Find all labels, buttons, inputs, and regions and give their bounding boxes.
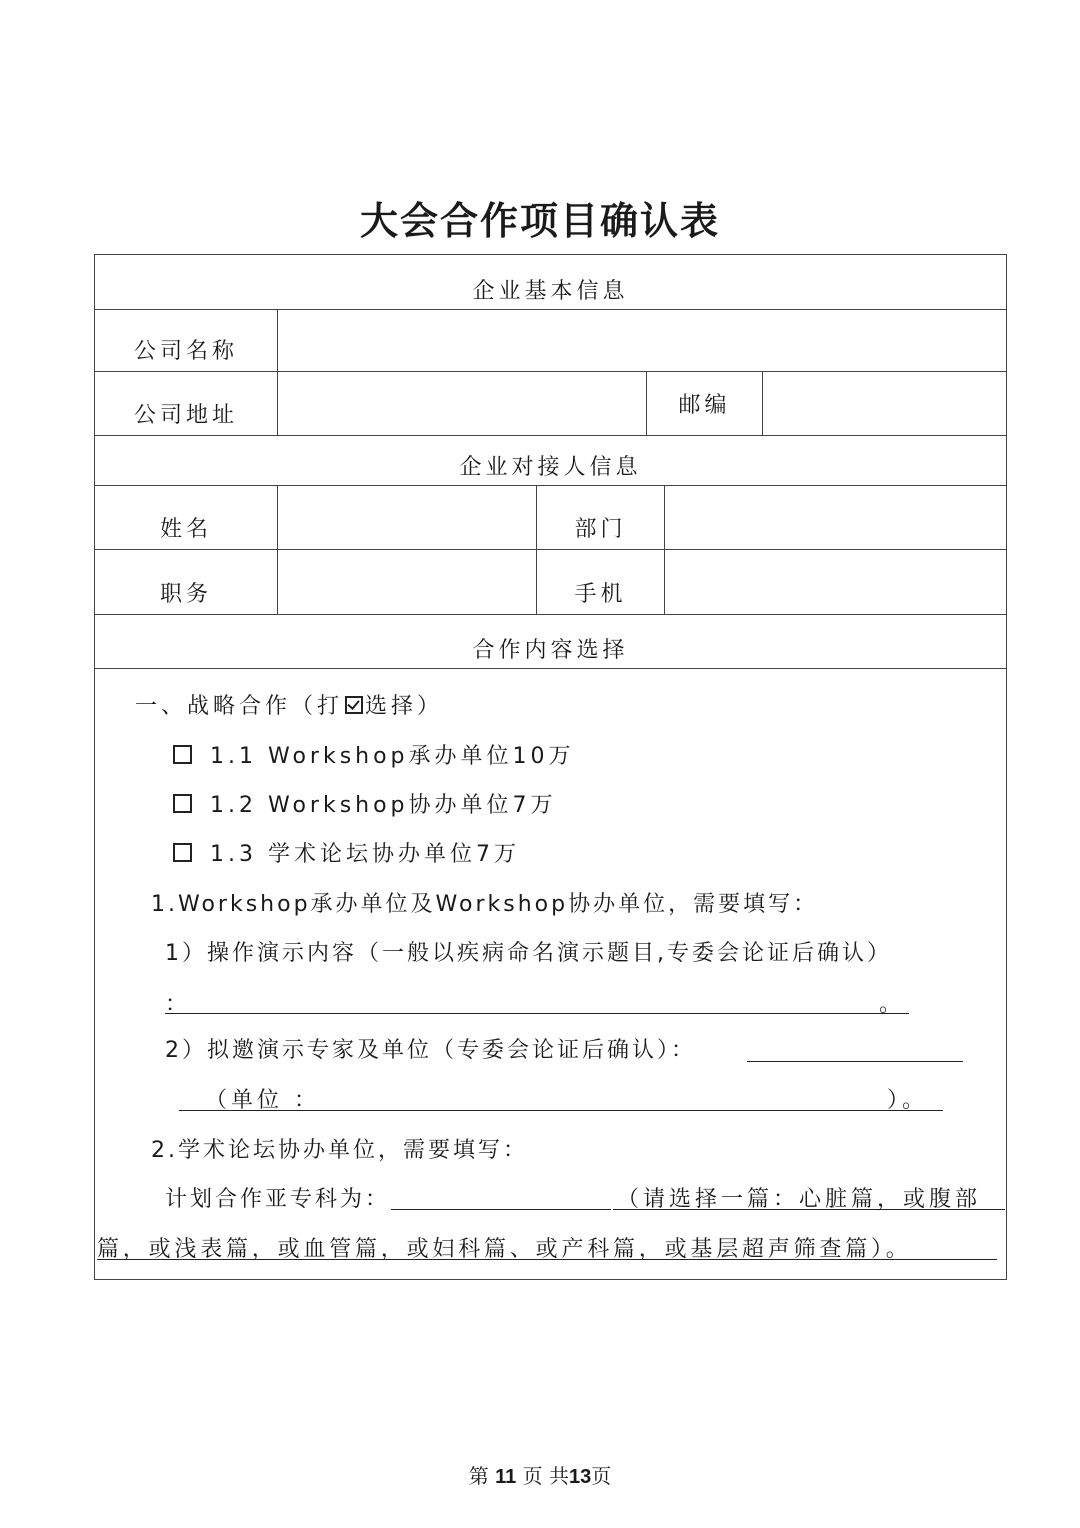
plan-options: （请选择一篇：心脏篇，或腹部 [617,1187,982,1212]
option-label: 1.2 Workshop协办单位7万 [210,793,557,818]
label-company-address: 公司地址 [95,372,278,436]
strategic-heading: 一、战略合作（打 选择） [135,694,444,719]
total-pages: 13 [568,1466,592,1488]
label-mobile: 手机 [537,550,665,615]
experts-underline[interactable] [747,1061,963,1062]
plan-options-continued: 篇，或浅表篇，或血管篇，或妇科篇、或产科篇，或基层超声筛查篇）。 [97,1237,912,1262]
option-row [173,837,520,868]
item-demo-content: 1）操作演示内容（一般以疾病命名演示题目,专委会论证后确认） [165,941,892,966]
label-name: 姓名 [95,486,278,550]
option-row [173,739,575,770]
field-position[interactable] [278,550,537,615]
checkbox[interactable] [173,794,192,813]
label-position: 职务 [95,550,278,615]
field-company-name[interactable] [278,310,1007,372]
unit-close: ）。 [887,1088,929,1113]
field-postcode[interactable] [763,372,1007,436]
document-title: 大会合作项目确认表 [359,199,720,243]
unit-underline[interactable] [179,1110,943,1111]
plan-options-underline [613,1209,1005,1210]
label-department: 部门 [537,486,665,550]
workshop-heading: 1.Workshop承办单位及Workshop协办单位，需要填写： [151,892,819,917]
section-contact-info: 企业对接人信息 [95,436,1007,486]
field-department[interactable] [665,486,1007,550]
page-number: 11 [495,1466,517,1488]
checkbox[interactable] [173,843,192,862]
demo-content-underline[interactable] [165,1013,909,1014]
section-basic-info: 企业基本信息 [95,255,1007,310]
confirmation-form [94,254,1007,1280]
field-company-address[interactable] [278,372,647,436]
option-label: 1.1 Workshop承办单位10万 [210,744,575,769]
plan-prefix: 计划合作亚专科为： [165,1187,391,1212]
field-mobile[interactable] [665,550,1007,615]
plan-underline[interactable] [391,1209,611,1210]
label-company-name: 公司名称 [95,310,278,372]
cooperation-content [95,669,1007,1280]
demo-end: 。 [879,992,906,1017]
section-cooperation: 合作内容选择 [95,615,1007,669]
option-label: 1.3 学术论坛协办单位7万 [210,842,520,867]
forum-heading: 2.学术论坛协办单位，需要填写： [151,1138,528,1163]
plan-options-underline-2 [97,1259,997,1260]
checkbox[interactable] [173,745,192,764]
item-experts: 2）拟邀演示专家及单位（专委会论证后确认）： [165,1038,696,1063]
unit-open: （单位 ： [205,1088,320,1113]
page-footer: 第 11 页 共13页 [468,1464,612,1488]
checked-box-icon [345,696,363,714]
demo-colon: ： [165,992,192,1017]
option-row [173,788,557,819]
label-postcode: 邮编 [647,372,763,436]
field-name[interactable] [278,486,537,550]
